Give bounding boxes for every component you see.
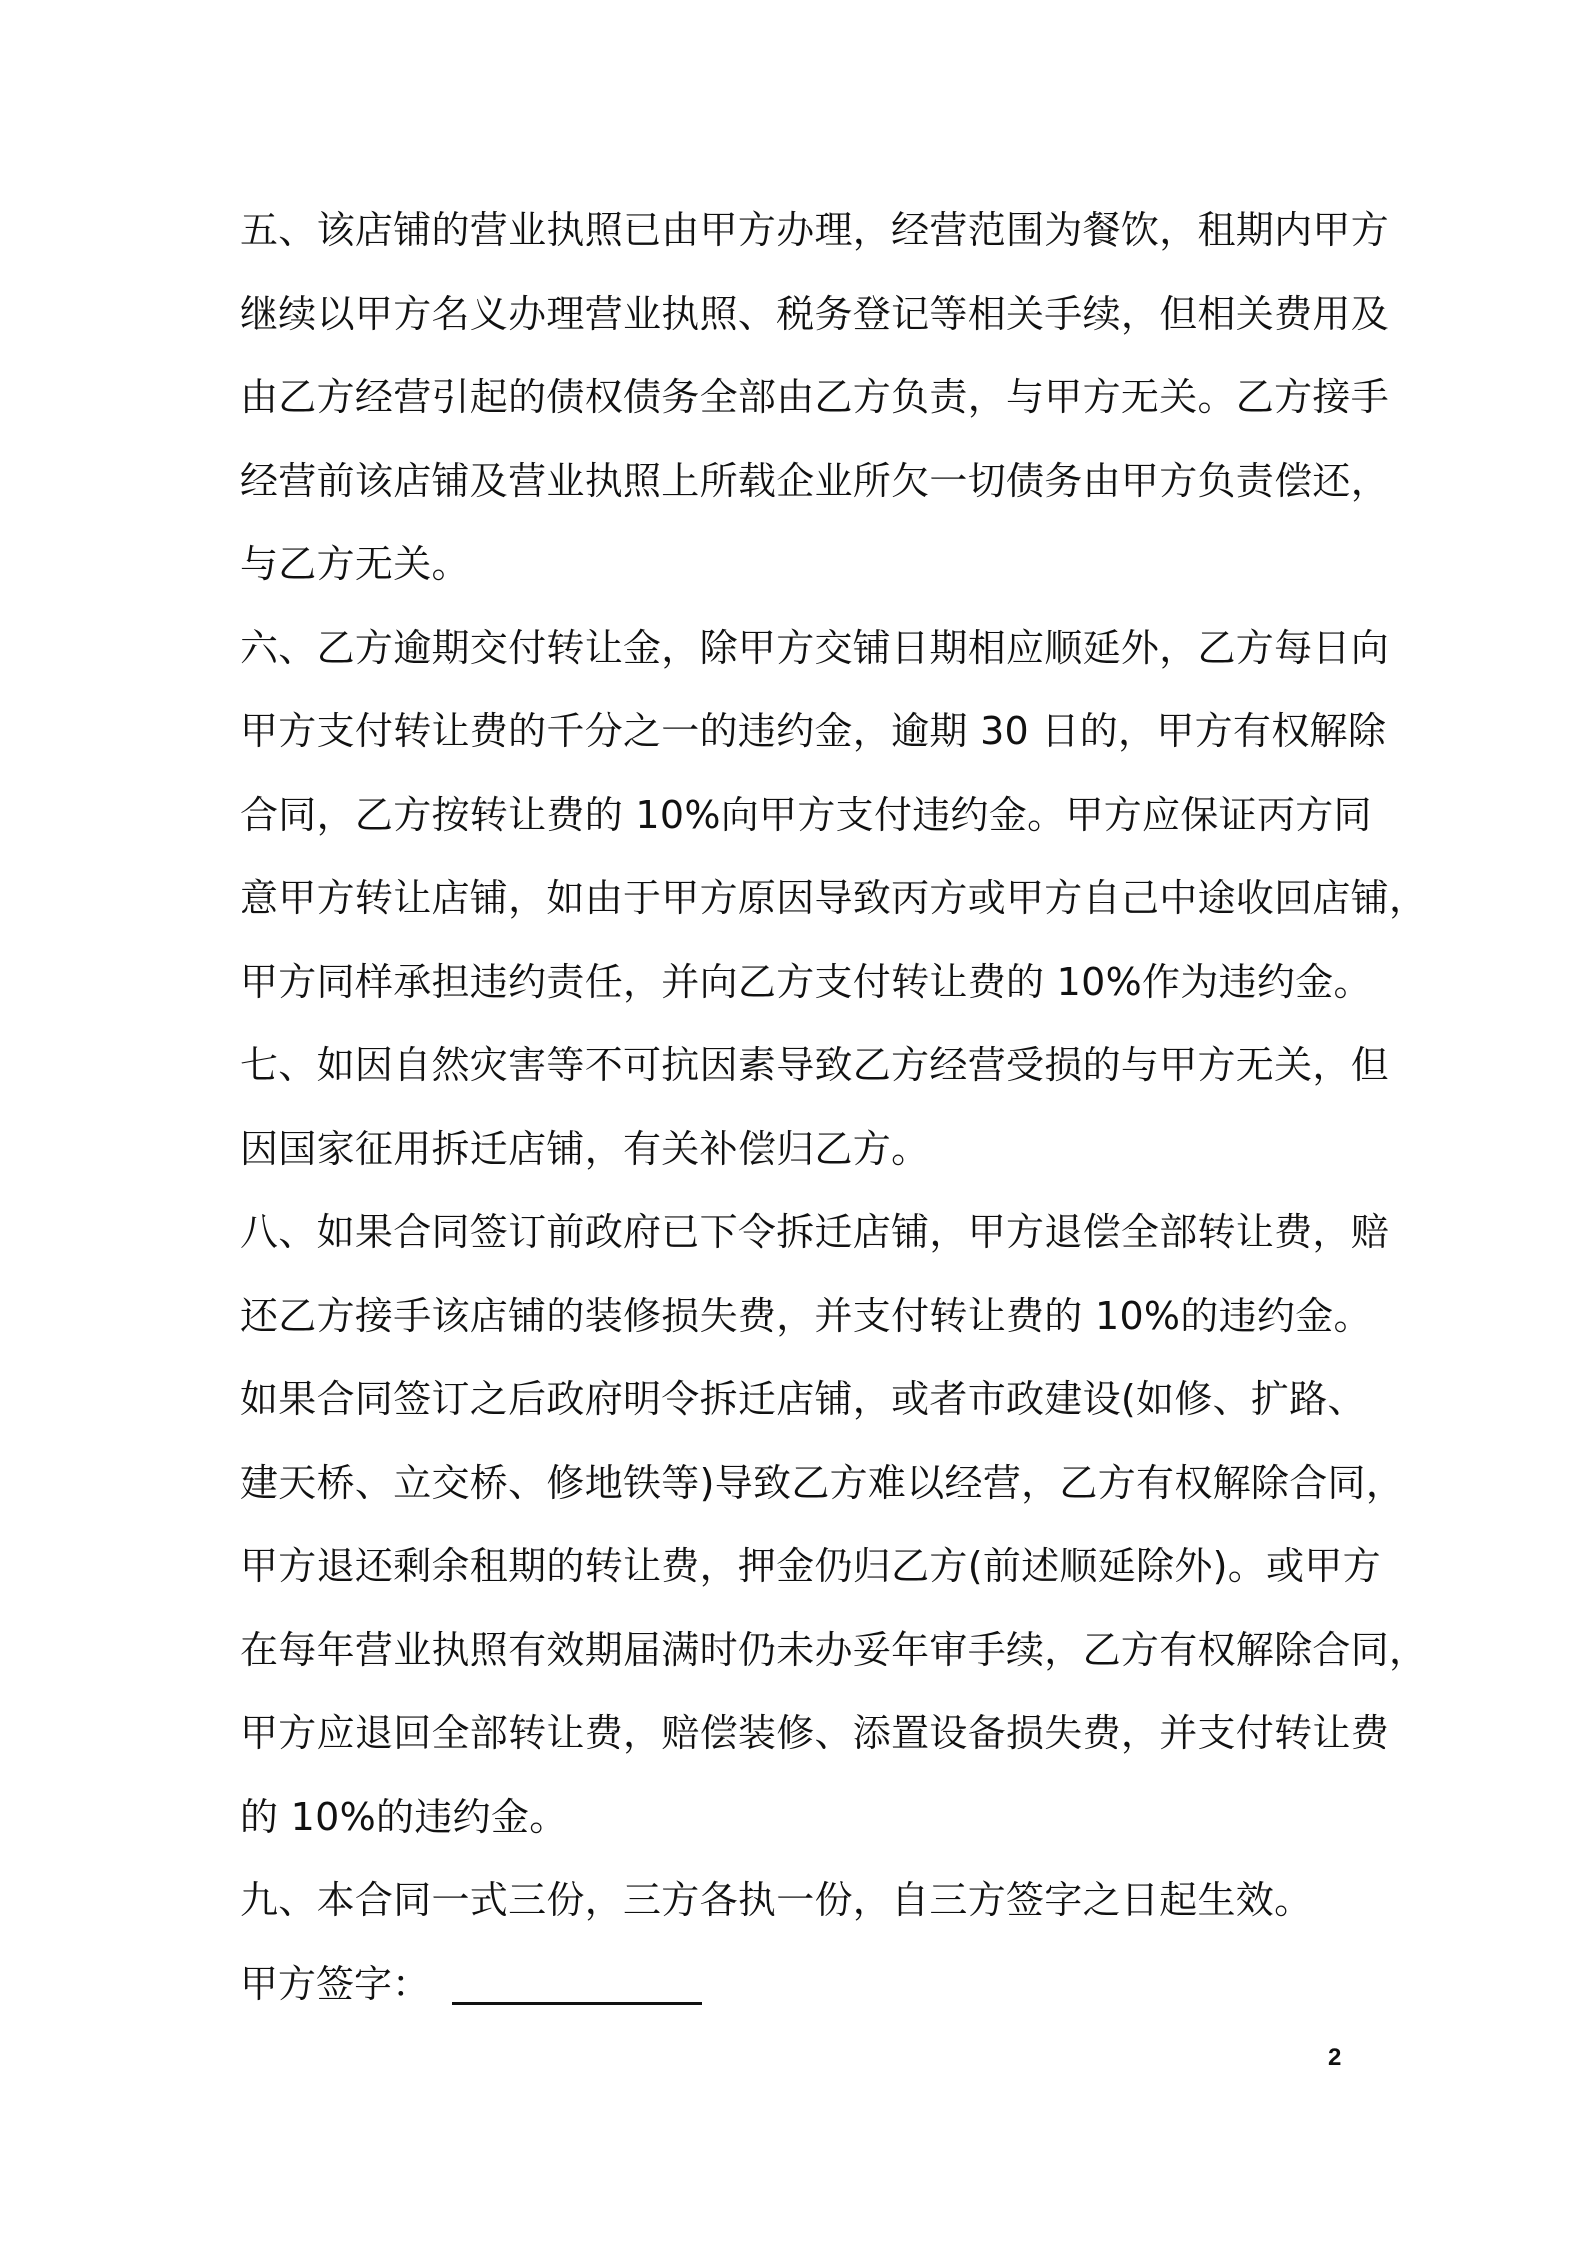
- text-line: 八、如果合同签订前政府已下令拆迁店铺，甲方退偿全部转让费，赔: [240, 1210, 1390, 1254]
- text-line: 因国家征用拆迁店铺，有关补偿归乙方。: [240, 1126, 930, 1171]
- signature-label: 甲方签字：: [240, 1961, 431, 2006]
- text-line: 甲方退还剩余租期的转让费，押金仍归乙方(前述顺延除外)。或甲方: [240, 1544, 1381, 1588]
- text-line: 五、该店铺的营业执照已由甲方办理，经营范围为餐饮，租期内甲方: [240, 208, 1390, 252]
- text-line: 七、如因自然灾害等不可抗因素导致乙方经营受损的与甲方无关，但: [240, 1043, 1390, 1087]
- text-line: 合同，乙方按转让费的 10%向甲方支付违约金。甲方应保证丙方同: [240, 792, 1372, 837]
- page-number: 2: [1328, 2044, 1342, 2071]
- signature-row: [240, 1952, 1360, 2016]
- text-line: 甲方同样承担违约责任，并向乙方支付转让费的 10%作为违约金。: [240, 959, 1372, 1004]
- contract-body: [240, 198, 1428, 2016]
- text-line: 的 10%的违约金。: [240, 1794, 568, 1839]
- text-line: 还乙方接手该店铺的装修损失费，并支付转让费的 10%的违约金。: [240, 1293, 1372, 1338]
- text-line: 在每年营业执照有效期届满时仍未办妥年审手续，乙方有权解除合同，: [240, 1627, 1428, 1672]
- text-line: 与乙方无关。: [240, 542, 470, 586]
- text-line: 甲方应退回全部转让费，赔偿装修、添置设备损失费，并支付转让费: [240, 1711, 1390, 1755]
- signature-blank-line[interactable]: [452, 1952, 702, 2005]
- text-line: 继续以甲方名义办理营业执照、税务登记等相关手续，但相关费用及: [240, 291, 1390, 336]
- text-line: 意甲方转让店铺，如由于甲方原因导致丙方或甲方自己中途收回店铺，: [240, 876, 1428, 920]
- text-line: 如果合同签订之后政府明令拆迁店铺，或者市政建设(如修、扩路、: [240, 1377, 1366, 1421]
- text-line: 九、本合同一式三份，三方各执一份，自三方签字之日起生效。: [240, 1878, 1313, 1922]
- text-line: 经营前该店铺及营业执照上所载企业所欠一切债务由甲方负责偿还，: [240, 458, 1390, 503]
- text-line: 由乙方经营引起的债权债务全部由乙方负责，与甲方无关。乙方接手: [240, 375, 1390, 419]
- text-line: 建天桥、立交桥、修地铁等)导致乙方难以经营，乙方有权解除合同，: [240, 1460, 1405, 1505]
- text-line: 甲方支付转让费的千分之一的违约金，逾期 30 日的，甲方有权解除: [240, 709, 1387, 753]
- text-line: 六、乙方逾期交付转让金，除甲方交铺日期相应顺延外，乙方每日向: [240, 625, 1390, 670]
